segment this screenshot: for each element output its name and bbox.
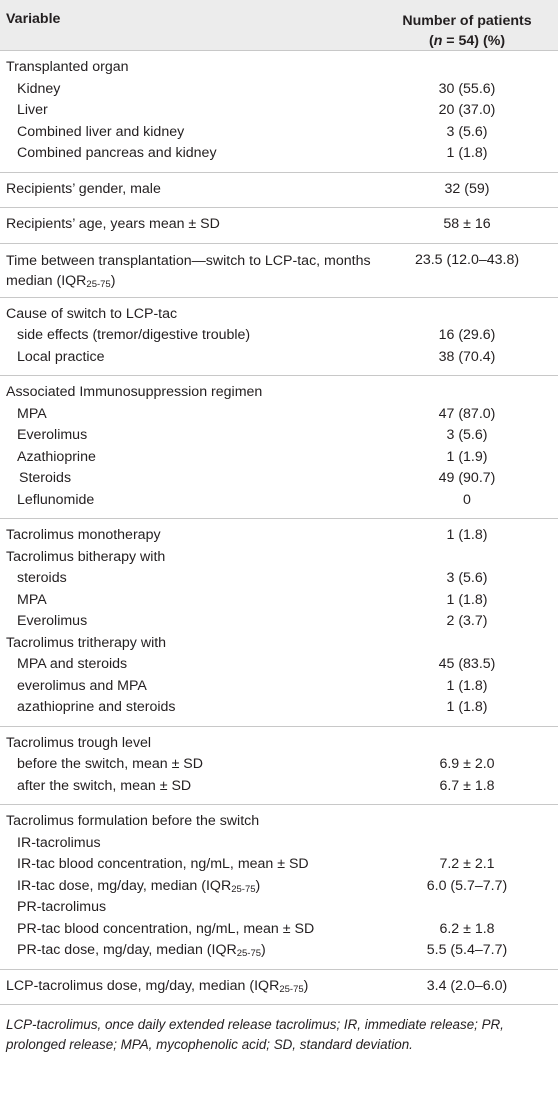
table-group: [0, 51, 558, 173]
table-row: [0, 547, 558, 569]
row-label-text: Tacrolimus monotherapy: [6, 527, 161, 543]
row-label-text: IR-tacrolimus: [17, 834, 101, 851]
table-row: [0, 854, 558, 876]
table-row: [0, 633, 558, 655]
table-group: [0, 376, 558, 519]
table-row: [0, 754, 558, 776]
row-label-text: Everolimus: [17, 427, 88, 443]
table-row: [0, 776, 558, 798]
table-row: [0, 425, 558, 447]
row-label-text: side effects (tremor/digestive trouble): [17, 327, 251, 343]
row-label: [6, 811, 376, 833]
row-label-text: MPA: [17, 591, 47, 608]
row-value: 3 (5.6): [446, 123, 488, 140]
row-label-text: Azathioprine: [17, 448, 96, 465]
row-label: [17, 447, 387, 469]
row-value: 23.5 (12.0–43.8): [414, 251, 520, 268]
row-label-text: Associated Immunosuppression regimen: [6, 384, 263, 400]
row-label-tail: ): [110, 272, 116, 289]
row-label: [6, 976, 376, 1001]
table-row: [0, 100, 558, 122]
row-label-text: Tacrolimus trough level: [6, 734, 152, 751]
table-row: [0, 250, 558, 290]
row-label: [17, 490, 387, 512]
table-row: [0, 122, 558, 144]
row-label-text: before the switch, mean ± SD: [17, 756, 204, 772]
row-value: 3 (5.6): [446, 427, 488, 443]
row-label-text: Recipients’ age, years mean ± SD: [6, 216, 220, 232]
row-value: 6.0 (5.7–7.7): [426, 877, 508, 894]
row-label: [6, 733, 376, 755]
row-value: 58 ± 16: [443, 216, 491, 232]
table-body: [0, 51, 558, 1005]
row-value: 16 (29.6): [438, 327, 496, 343]
row-label-text: PR-tac blood concentration, ng/mL, mean ± SD: [17, 920, 315, 937]
row-label-text: Combined pancreas and kidney: [17, 145, 217, 161]
table-row: [0, 568, 558, 590]
row-value: 0: [463, 491, 471, 508]
row-label-text: Transplanted organ: [6, 59, 129, 75]
row-label-text: Cause of switch to LCP-tac: [6, 305, 178, 322]
row-label-tail: ): [303, 977, 309, 994]
table-row: [0, 733, 558, 755]
table-row: [0, 179, 558, 201]
row-label-text: Time between transplantation—switch to LCP-tac, months median (IQR: [6, 252, 371, 289]
table-row: [0, 468, 558, 490]
table-row: [0, 590, 558, 612]
row-label: [6, 382, 376, 404]
table-group: [0, 208, 558, 244]
header-number-line1: Number of patients: [402, 13, 532, 29]
table-row: [0, 347, 558, 369]
row-label: [17, 100, 387, 122]
row-label: [17, 404, 387, 426]
row-value: 2 (3.7): [446, 613, 488, 629]
row-label-text: PR-tacrolimus: [17, 899, 107, 915]
row-label: [17, 611, 387, 633]
row-label-text: Recipients’ gender, male: [6, 180, 161, 197]
row-label: [17, 79, 387, 101]
row-label-text: Local practice: [17, 348, 105, 365]
row-label: [17, 654, 387, 676]
table-row: [0, 57, 558, 79]
row-value: 32 (59): [444, 180, 490, 197]
row-label-text: azathioprine and steroids: [17, 699, 176, 715]
row-label-text: after the switch, mean ± SD: [17, 777, 192, 794]
row-label: [17, 940, 387, 965]
table-row: [0, 525, 558, 547]
header-count: = 54) (%): [442, 33, 506, 49]
row-value: 1 (1.8): [446, 145, 488, 161]
row-value: 1 (1.8): [446, 677, 488, 694]
row-value: 3 (5.6): [446, 570, 488, 586]
table-row: [0, 697, 558, 719]
row-label-text: Tacrolimus tritherapy with: [6, 634, 167, 651]
row-label-text: Tacrolimus formulation before the switch: [6, 813, 260, 829]
table-row: [0, 404, 558, 426]
table-footnote: LCP-tacrolimus, once daily extended release tacrolimus; IR, immediate release; PR, prolonged release; MPA, mycophenolic acid; SD, standard deviation.: [6, 1017, 504, 1052]
row-label-tail: ): [255, 877, 261, 894]
row-label: [6, 57, 376, 79]
row-label: [17, 325, 387, 347]
header-paren-open: (: [428, 33, 434, 49]
row-label-text: LCP-tacrolimus dose, mg/day, median (IQR: [6, 977, 280, 994]
row-value: 3.4 (2.0–6.0): [426, 977, 508, 994]
row-value: 1 (1.8): [446, 699, 488, 715]
row-label-text: Liver: [17, 102, 48, 118]
row-value: 6.2 ± 1.8: [439, 920, 495, 937]
row-label: [17, 833, 387, 855]
row-label: [6, 525, 376, 547]
row-value: 6.9 ± 2.0: [439, 756, 495, 772]
row-value: 5.5 (5.4–7.7): [426, 942, 508, 958]
row-label: [17, 776, 387, 798]
row-label: [19, 468, 389, 490]
row-label: [6, 214, 376, 236]
row-label-text: everolimus and MPA: [17, 677, 147, 694]
table-row: [0, 940, 558, 962]
row-value: 38 (70.4): [438, 348, 496, 365]
row-label-text: Tacrolimus bitherapy with: [6, 548, 166, 565]
table-group: [0, 805, 558, 970]
row-value: 47 (87.0): [438, 405, 496, 422]
row-label: [6, 179, 376, 201]
table-group: [0, 298, 558, 377]
row-label-subscript: 25-75: [86, 278, 111, 290]
table-row: [0, 919, 558, 941]
row-label-text: Leflunomide: [17, 491, 95, 508]
table-row: [0, 811, 558, 833]
row-label: [17, 347, 387, 369]
row-label: [17, 919, 387, 941]
table-row: [0, 654, 558, 676]
row-value: 7.2 ± 2.1: [439, 856, 495, 872]
row-value: 49 (90.7): [438, 470, 496, 486]
table-row: [0, 833, 558, 855]
row-value: 30 (55.6): [438, 80, 496, 97]
table-row: [0, 79, 558, 101]
row-label: [17, 854, 387, 876]
row-label: [17, 122, 387, 144]
row-label: [17, 425, 387, 447]
table-row: [0, 143, 558, 165]
row-value: 1 (1.8): [446, 527, 488, 543]
row-label: [6, 633, 376, 655]
row-label-subscript: 25-75: [231, 883, 256, 895]
row-label: [6, 547, 376, 569]
table-group: [0, 519, 558, 727]
table-group: [0, 244, 558, 298]
table-row: [0, 490, 558, 512]
row-value: 20 (37.0): [438, 102, 496, 118]
row-label-text: Everolimus: [17, 613, 88, 629]
row-value: 45 (83.5): [438, 656, 496, 672]
table-row: [0, 214, 558, 236]
row-label: [17, 568, 387, 590]
row-value: 1 (1.8): [446, 591, 488, 608]
row-label-text: IR-tac blood concentration, ng/mL, mean ± SD: [17, 856, 309, 872]
row-label-text: Kidney: [17, 80, 61, 97]
row-label: [17, 143, 387, 165]
table-group: [0, 173, 558, 209]
table-header: [0, 0, 558, 51]
row-label: [6, 304, 376, 326]
row-label-text: MPA: [17, 405, 47, 422]
table-row: [0, 325, 558, 347]
row-label-text: MPA and steroids: [17, 656, 128, 672]
header-number-of-patients: [382, 11, 552, 51]
table-row: [0, 976, 558, 998]
row-label-text: steroids: [17, 570, 67, 586]
table-row: [0, 447, 558, 469]
table-group: [0, 727, 558, 806]
table-group: [0, 970, 558, 1006]
row-label-text: PR-tac dose, mg/day, median (IQR: [17, 942, 237, 958]
header-n: n: [433, 33, 443, 49]
row-label-subscript: 25-75: [236, 948, 262, 959]
table-row: [0, 876, 558, 898]
row-label-text: Combined liver and kidney: [17, 123, 185, 140]
header-variable: Variable: [6, 11, 61, 27]
row-label: [17, 590, 387, 612]
row-label-text: Steroids: [19, 470, 72, 486]
row-label: [6, 251, 376, 295]
row-value: 1 (1.9): [446, 448, 488, 465]
row-label-tail: ): [261, 942, 266, 958]
row-label: [17, 754, 387, 776]
row-value: 6.7 ± 1.8: [439, 777, 495, 794]
row-label-subscript: 25-75: [279, 983, 304, 995]
table-row: [0, 611, 558, 633]
row-label-text: IR-tac dose, mg/day, median (IQR: [17, 877, 232, 894]
row-label: [17, 897, 387, 919]
table-row: [0, 382, 558, 404]
table-row: [0, 304, 558, 326]
row-label: [17, 697, 387, 719]
table-row: [0, 897, 558, 919]
row-label: [17, 676, 387, 698]
table-row: [0, 676, 558, 698]
